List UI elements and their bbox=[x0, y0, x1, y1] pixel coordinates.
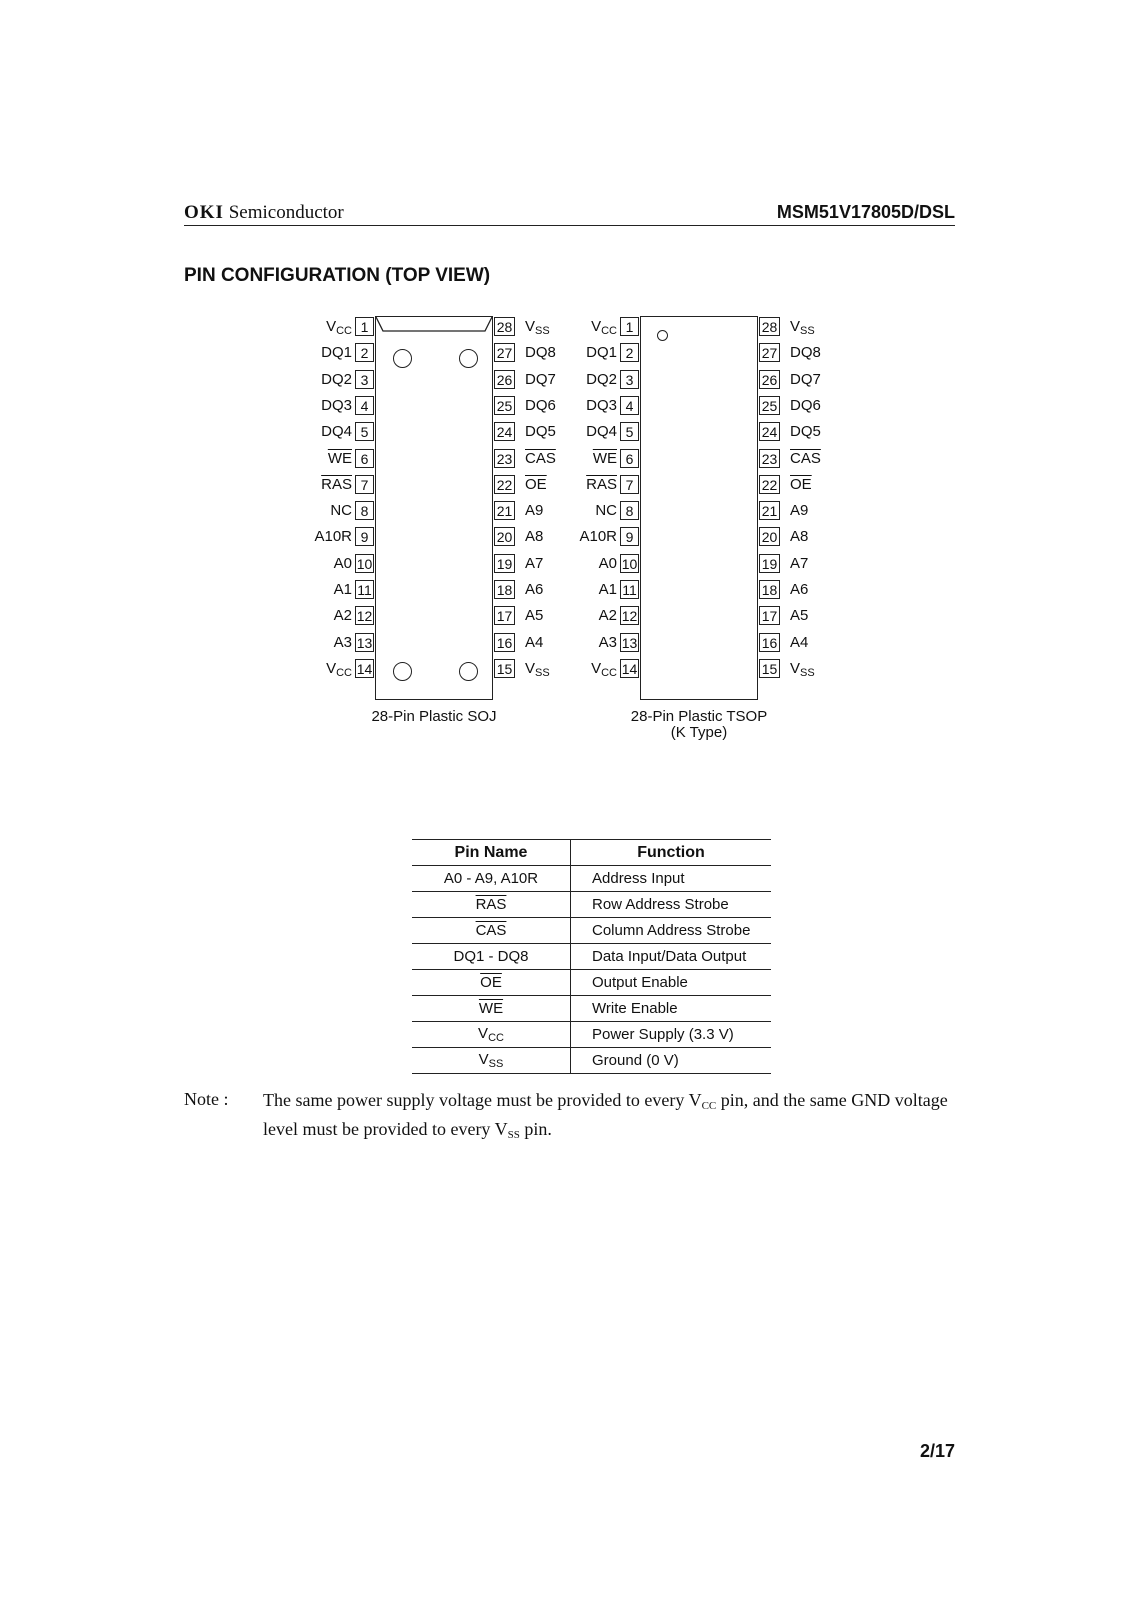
pin-right-name bbox=[525, 475, 547, 495]
pin-name-text: V bbox=[326, 659, 337, 677]
col-header-function: Function bbox=[571, 840, 772, 866]
pin-row bbox=[304, 659, 564, 679]
pin-row bbox=[569, 475, 829, 495]
pin-right-name bbox=[790, 317, 815, 341]
pin-right-name bbox=[790, 449, 821, 469]
pin-name-text: DQ2 bbox=[321, 370, 352, 388]
pin-left-name bbox=[282, 580, 352, 600]
note-label: Note : bbox=[184, 1089, 229, 1109]
pin-name-text: A3 bbox=[598, 633, 617, 651]
brand-name: OKI bbox=[184, 202, 224, 223]
pin-name-text: A5 bbox=[525, 607, 544, 625]
pin-left-name bbox=[547, 606, 617, 626]
pin-left-name bbox=[282, 527, 352, 547]
pin-name-text: DQ4 bbox=[321, 423, 352, 441]
pin-row bbox=[569, 554, 829, 574]
table-header-row bbox=[412, 840, 771, 866]
pin-left-name bbox=[547, 659, 617, 683]
pin-name-subscript: SS bbox=[535, 325, 550, 337]
pin-left-number: 9 bbox=[355, 527, 374, 546]
pin-name-text: DQ5 bbox=[525, 423, 556, 441]
pin-name-subscript: CC bbox=[601, 666, 617, 679]
pin-left-name bbox=[282, 475, 352, 495]
soj-package-diagram bbox=[304, 316, 564, 756]
pin-row bbox=[569, 659, 829, 679]
pin-left-name bbox=[547, 501, 617, 521]
pin-row bbox=[304, 396, 564, 416]
brand-logo bbox=[184, 202, 344, 224]
pin-name-text: DQ3 bbox=[321, 396, 352, 414]
tsop-caption bbox=[609, 709, 789, 741]
pin-left-number: 1 bbox=[355, 317, 374, 336]
pin-row bbox=[304, 317, 564, 337]
pin-name-text: DQ1 bbox=[586, 344, 617, 362]
note-text-part2: pin, and the same GND voltage level must be provided to every V bbox=[263, 1090, 948, 1139]
pin-name-cell bbox=[412, 892, 571, 918]
pin-left-number: 11 bbox=[355, 580, 374, 599]
pin-row bbox=[569, 317, 829, 337]
pin-left-name bbox=[547, 475, 617, 495]
pin-row bbox=[569, 396, 829, 416]
pin-name-cell bbox=[412, 1048, 571, 1074]
pin-right-number: 23 bbox=[494, 449, 515, 468]
pin-right-name bbox=[525, 606, 543, 626]
pin-right-name bbox=[790, 633, 808, 653]
pin-row bbox=[569, 343, 829, 363]
page-number: 2/17 bbox=[919, 1441, 955, 1461]
pin-right-name bbox=[790, 501, 808, 521]
pin-name-text: A4 bbox=[525, 633, 544, 651]
pin-right-number: 22 bbox=[494, 475, 515, 494]
pin-name-value: DQ1 - DQ8 bbox=[453, 948, 529, 965]
pin-left-number: 6 bbox=[620, 449, 639, 468]
pin-row bbox=[304, 554, 564, 574]
pin-name-text: DQ1 bbox=[321, 344, 352, 362]
pin-left-number: 4 bbox=[620, 396, 639, 415]
pin-name-text: V bbox=[591, 659, 602, 677]
pin-left-number: 2 bbox=[355, 343, 374, 362]
pin-name-text: A7 bbox=[790, 554, 809, 572]
function-cell: Ground (0 V) bbox=[571, 1048, 772, 1074]
pin-right-number: 20 bbox=[759, 527, 780, 546]
pin-left-name bbox=[547, 580, 617, 600]
pin-name-value: V bbox=[478, 1051, 489, 1068]
function-cell: Write Enable bbox=[571, 996, 772, 1022]
pin-left-name bbox=[547, 370, 617, 390]
pin-name-text: DQ3 bbox=[586, 396, 617, 414]
pin-name-text: $\overline{OE}$ bbox=[790, 475, 812, 493]
pin-row bbox=[569, 633, 829, 653]
pin-left-name bbox=[547, 317, 617, 341]
pin-left-number: 6 bbox=[355, 449, 374, 468]
pin-right-number: 27 bbox=[494, 343, 515, 362]
pin-name-text: DQ8 bbox=[790, 344, 821, 362]
pin-left-name bbox=[547, 527, 617, 547]
pin-row bbox=[304, 370, 564, 390]
pin-left-name bbox=[282, 606, 352, 626]
function-cell: Row Address Strobe bbox=[571, 892, 772, 918]
pin-name-value: $\overline{OE}$ bbox=[480, 974, 502, 991]
pin-right-number: 24 bbox=[759, 422, 780, 441]
pin-right-name bbox=[525, 317, 550, 341]
pin-name-text: A8 bbox=[790, 528, 809, 546]
pin-name-subscript: CC bbox=[488, 1032, 504, 1044]
pin-left-number: 10 bbox=[621, 555, 638, 572]
pin-left-name bbox=[282, 396, 352, 416]
pin-row bbox=[569, 370, 829, 390]
pin-left-name bbox=[282, 370, 352, 390]
pin-right-number: 26 bbox=[494, 370, 515, 389]
pin-right-number: 21 bbox=[759, 501, 780, 520]
pin-right-name bbox=[525, 633, 543, 653]
pin-right-name bbox=[790, 659, 815, 683]
function-cell: Power Supply (3.3 V) bbox=[571, 1022, 772, 1048]
pin-name-text: A6 bbox=[525, 581, 544, 598]
pin-left-number: 13 bbox=[356, 634, 373, 651]
pin-right-number: 19 bbox=[759, 554, 780, 573]
pin-right-name bbox=[525, 659, 550, 683]
pin-name-text: A9 bbox=[525, 502, 544, 520]
pin-name-text: A1 bbox=[333, 581, 352, 598]
pin-name-text: DQ2 bbox=[586, 370, 617, 388]
table-row bbox=[412, 944, 771, 970]
pin-right-number: 21 bbox=[494, 501, 515, 520]
pin-description-table bbox=[412, 839, 771, 1074]
pin-left-name bbox=[547, 449, 617, 469]
pin-name-text: $\overline{CAS}$ bbox=[525, 449, 556, 467]
pin-left-number: 11 bbox=[620, 580, 639, 599]
pin-left-name bbox=[547, 343, 617, 363]
note-sub-cc: CC bbox=[701, 1100, 717, 1112]
pin-right-number: 16 bbox=[494, 633, 515, 652]
pin-left-name bbox=[282, 633, 352, 653]
pin-name-cell bbox=[412, 1022, 571, 1048]
pin-right-name bbox=[525, 527, 543, 547]
pin-right-number: 27 bbox=[759, 343, 780, 362]
pin-name-text: V bbox=[790, 318, 801, 335]
pin-right-number: 18 bbox=[759, 580, 780, 599]
pin-right-number: 20 bbox=[494, 527, 515, 546]
pin-right-name bbox=[790, 422, 821, 442]
tsop-caption-line1: 28-Pin Plastic TSOP bbox=[630, 708, 768, 725]
pin-name-text: A3 bbox=[333, 633, 352, 651]
table-row bbox=[412, 892, 771, 918]
pin-left-number: 3 bbox=[355, 370, 374, 389]
table-row bbox=[412, 970, 771, 996]
pin-name-cell bbox=[412, 866, 571, 892]
section-title: PIN CONFIGURATION (TOP VIEW) bbox=[184, 265, 491, 286]
function-cell: Column Address Strobe bbox=[571, 918, 772, 944]
function-cell: Output Enable bbox=[571, 970, 772, 996]
note-text-part3: pin. bbox=[519, 1119, 552, 1139]
pin-left-number: 14 bbox=[356, 660, 373, 677]
pin-name-cell bbox=[412, 970, 571, 996]
pin-name-value: $\overline{CAS}$ bbox=[475, 922, 507, 939]
soj-caption-line1: 28-Pin Plastic SOJ bbox=[371, 708, 497, 725]
pin-right-number: 16 bbox=[759, 633, 780, 652]
pin-left-name bbox=[282, 449, 352, 469]
pin-left-number: 12 bbox=[621, 608, 638, 625]
table-row bbox=[412, 918, 771, 944]
pin-name-text: V bbox=[326, 318, 337, 335]
pin-name-subscript: SS bbox=[800, 325, 815, 337]
table-row bbox=[412, 996, 771, 1022]
pin-left-number: 1 bbox=[620, 317, 639, 336]
pin-left-number: 3 bbox=[620, 370, 639, 389]
pin-left-number: 8 bbox=[620, 501, 639, 520]
pin-name-text: DQ4 bbox=[586, 423, 617, 441]
pin-left-number: 13 bbox=[621, 634, 638, 651]
brand-suffix: Semiconductor bbox=[228, 202, 344, 223]
pin-name-text: $\overline{RAS}$ bbox=[586, 475, 617, 493]
pin-name-text: $\overline{WE}$ bbox=[327, 449, 352, 467]
pin-name-cell bbox=[412, 944, 571, 970]
pin-name-text: A2 bbox=[333, 607, 352, 625]
pin-name-text: A0 bbox=[333, 554, 352, 572]
pin-row bbox=[304, 580, 564, 600]
pin-name-text: NC bbox=[595, 502, 617, 520]
pin-name-text: DQ8 bbox=[525, 344, 556, 362]
table-row bbox=[412, 1048, 771, 1074]
pin-left-number: 12 bbox=[356, 608, 373, 625]
pin-name-text: A4 bbox=[790, 633, 809, 651]
pin-name-subscript: SS bbox=[800, 666, 815, 679]
pin-name-text: DQ7 bbox=[790, 370, 821, 388]
pin-left-name bbox=[282, 317, 352, 341]
tsop-caption-line2: (K Type) bbox=[670, 724, 728, 741]
pin-left-number: 7 bbox=[355, 475, 374, 494]
pin-name-text: $\overline{WE}$ bbox=[592, 449, 617, 467]
pin-name-cell bbox=[412, 996, 571, 1022]
pin-name-text: A9 bbox=[790, 502, 809, 520]
pin-name-text: DQ6 bbox=[790, 396, 821, 414]
pin-right-name bbox=[790, 343, 821, 363]
pin-left-number: 7 bbox=[620, 475, 639, 494]
pin-row bbox=[304, 422, 564, 442]
pin-right-number: 25 bbox=[494, 396, 515, 415]
pin-left-name bbox=[547, 554, 617, 574]
header-rule bbox=[184, 225, 955, 226]
pin-name-text: A10R bbox=[314, 528, 352, 546]
pin-row bbox=[304, 527, 564, 547]
pin-name-text: A5 bbox=[790, 607, 809, 625]
pin-row bbox=[569, 422, 829, 442]
pin-left-number: 4 bbox=[355, 396, 374, 415]
pin-name-text: $\overline{RAS}$ bbox=[321, 475, 352, 493]
pin-name-text: DQ7 bbox=[525, 370, 556, 388]
pin-right-number: 22 bbox=[759, 475, 780, 494]
pin-right-number: 28 bbox=[759, 317, 780, 336]
pin-right-name bbox=[790, 396, 821, 416]
pin-left-name bbox=[282, 554, 352, 574]
pin-name-text: A0 bbox=[598, 554, 617, 572]
pin-row bbox=[304, 343, 564, 363]
pin-right-number: 17 bbox=[759, 606, 780, 625]
pin-row bbox=[304, 633, 564, 653]
pin-name-text: V bbox=[525, 659, 536, 677]
pin-name-text: V bbox=[525, 318, 536, 335]
pin-row bbox=[304, 449, 564, 469]
pin-name-text: NC bbox=[330, 502, 352, 520]
pin-row bbox=[304, 501, 564, 521]
pin-right-name bbox=[790, 554, 808, 574]
table-body bbox=[412, 866, 771, 1074]
pin-name-subscript: SS bbox=[535, 666, 550, 679]
function-cell: Data Input/Data Output bbox=[571, 944, 772, 970]
pin-name-value: A0 - A9, A10R bbox=[443, 870, 539, 887]
pin-row bbox=[304, 606, 564, 626]
pin-right-name bbox=[790, 475, 812, 495]
pin-name-text: $\overline{OE}$ bbox=[525, 475, 547, 493]
pin-name-value: $\overline{RAS}$ bbox=[475, 896, 507, 913]
pin-right-number: 15 bbox=[759, 659, 780, 678]
pin-left-name bbox=[282, 659, 352, 683]
pin-row bbox=[569, 527, 829, 547]
pin-name-subscript: CC bbox=[336, 666, 352, 679]
pin-name-text: V bbox=[591, 318, 602, 335]
pin-row bbox=[569, 606, 829, 626]
pin-name-text: A2 bbox=[598, 607, 617, 625]
pin-left-number: 10 bbox=[356, 555, 373, 572]
pin-left-number: 2 bbox=[620, 343, 639, 362]
pin-left-name bbox=[547, 422, 617, 442]
pin-left-number: 5 bbox=[355, 422, 374, 441]
pin-left-number: 14 bbox=[621, 660, 638, 677]
pin-name-text: A1 bbox=[598, 581, 617, 598]
soj-caption bbox=[344, 709, 524, 725]
pin-left-number: 5 bbox=[620, 422, 639, 441]
function-cell: Address Input bbox=[571, 866, 772, 892]
pin-name-value: V bbox=[478, 1025, 489, 1042]
pin-row bbox=[569, 501, 829, 521]
table-row bbox=[412, 866, 771, 892]
pin-name-text: A6 bbox=[790, 581, 809, 598]
pin-right-number: 26 bbox=[759, 370, 780, 389]
note-text-part1: The same power supply voltage must be provided to every V bbox=[263, 1090, 702, 1110]
pin-name-text: DQ5 bbox=[790, 423, 821, 441]
pin-name-text: $\overline{CAS}$ bbox=[790, 449, 821, 467]
pin-right-number: 17 bbox=[494, 606, 515, 625]
pin-right-number: 24 bbox=[494, 422, 515, 441]
pin-left-number: 9 bbox=[620, 527, 639, 546]
pin-right-name bbox=[790, 580, 808, 600]
pin-name-text: A10R bbox=[579, 528, 617, 546]
pin-right-number: 28 bbox=[494, 317, 515, 336]
pin-row bbox=[569, 449, 829, 469]
pin-name-text: A7 bbox=[525, 554, 544, 572]
pin-row bbox=[304, 475, 564, 495]
pin-right-number: 23 bbox=[759, 449, 780, 468]
pin-right-number: 15 bbox=[494, 659, 515, 678]
pin-right-name bbox=[525, 501, 543, 521]
part-number: MSM51V17805D/DSL bbox=[776, 202, 955, 222]
pin-name-subscript: CC bbox=[336, 325, 352, 337]
pin-right-name bbox=[525, 554, 543, 574]
pin-right-name bbox=[790, 606, 808, 626]
pin-left-name bbox=[282, 343, 352, 363]
pin-right-number: 19 bbox=[494, 554, 515, 573]
note-text bbox=[263, 1089, 955, 1147]
pin-row bbox=[569, 580, 829, 600]
pin-right-name bbox=[790, 370, 821, 390]
tsop-package-diagram bbox=[569, 316, 829, 756]
table-row bbox=[412, 1022, 771, 1048]
pin-left-name bbox=[547, 633, 617, 653]
pin-name-subscript: CC bbox=[601, 325, 617, 337]
pin-left-number: 8 bbox=[355, 501, 374, 520]
pin-left-name bbox=[282, 422, 352, 442]
pin-name-text: V bbox=[790, 659, 801, 677]
pin-name-text: A8 bbox=[525, 528, 544, 546]
pin-right-number: 25 bbox=[759, 396, 780, 415]
pin-name-subscript: SS bbox=[488, 1058, 504, 1070]
pin-left-name bbox=[282, 501, 352, 521]
pin-right-name bbox=[525, 580, 543, 600]
pin-name-value: $\overline{WE}$ bbox=[478, 1000, 504, 1017]
pin-right-number: 18 bbox=[494, 580, 515, 599]
pin-name-cell bbox=[412, 918, 571, 944]
note-sub-ss: SS bbox=[507, 1129, 520, 1141]
pin-name-text: DQ6 bbox=[525, 396, 556, 414]
pin-right-name bbox=[790, 527, 808, 547]
pin-left-name bbox=[547, 396, 617, 416]
col-header-pin-name: Pin Name bbox=[412, 840, 571, 866]
